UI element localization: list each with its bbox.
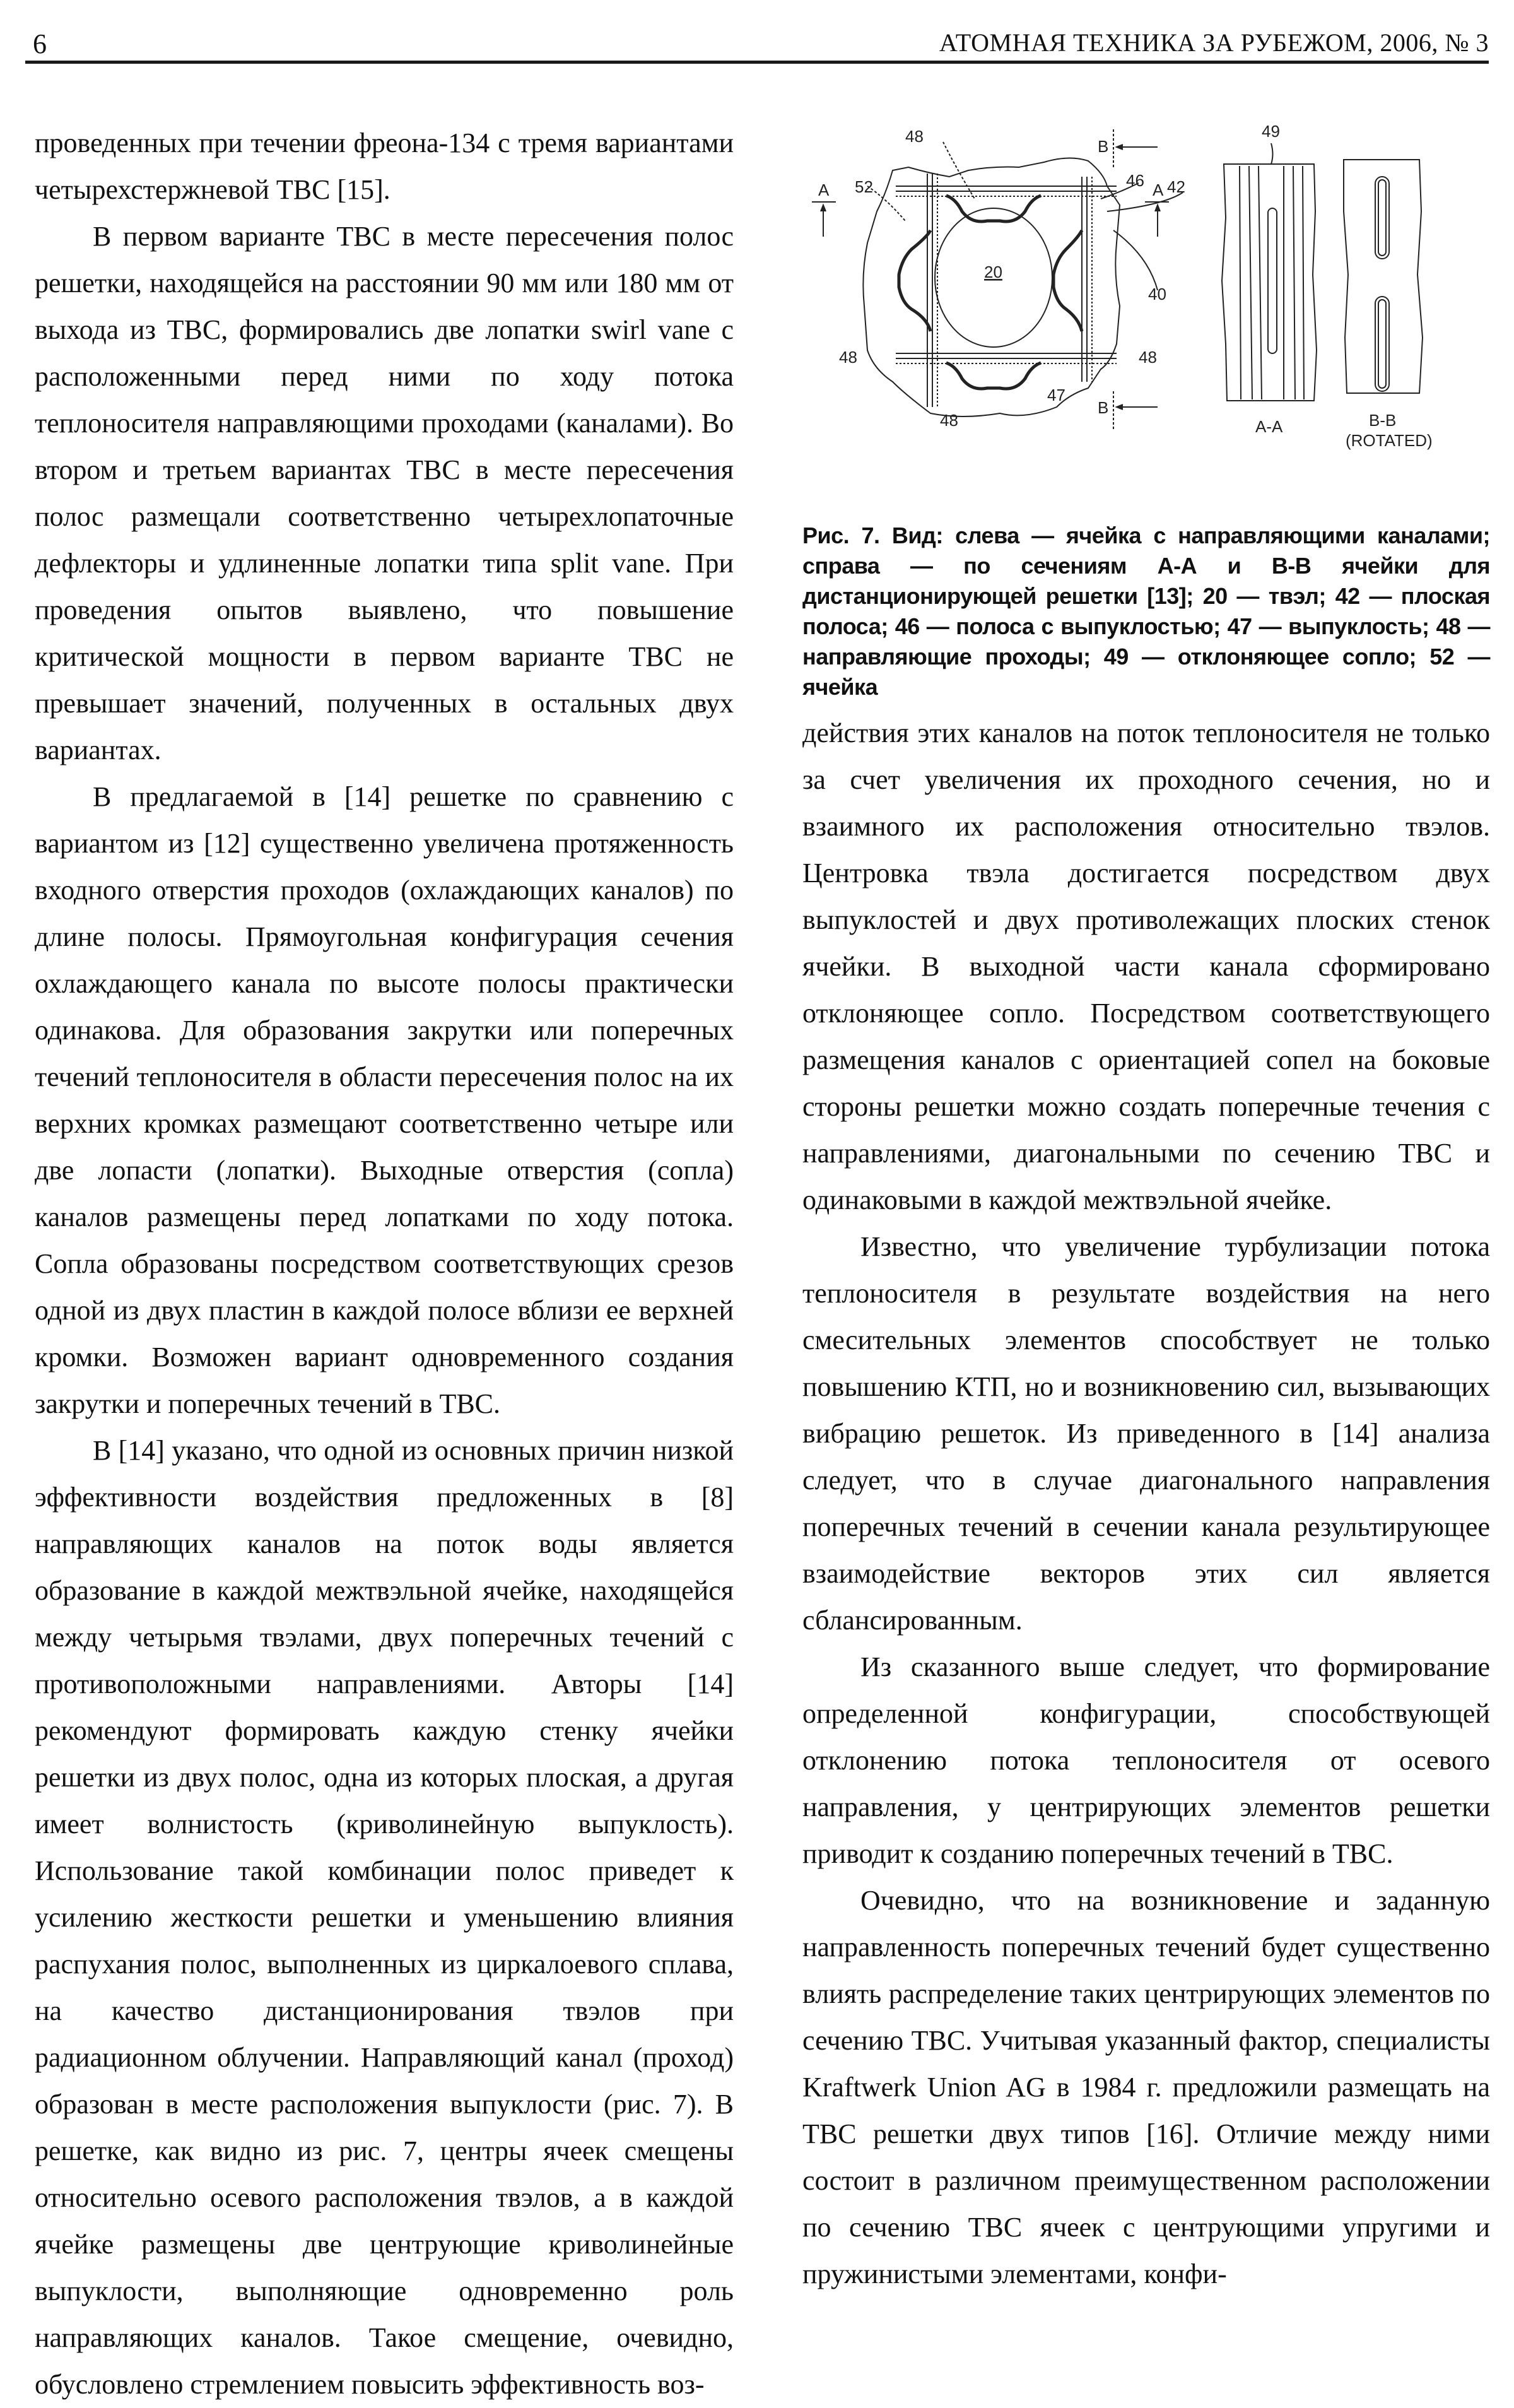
paragraph: В [14] указано, что одной из основных причин низкой эффективности воздействия предложенных в [8] направляющих каналов на поток воды является образование в каждой межтвэльной ячейке, находящейся между четырьмя твэлами, двух поперечных течений с противоположными направлениями. Авторы [14] рекомендуют формировать каждую стенку ячейки решетки из двух полос, одна из которых плоская, а другая имеет волнистость (криволинейную выпуклость). Использование такой комбинации полос приведет к усилению жесткости решетки и уменьшению влияния распухания полос, выполненных из циркалоевого сплава, на качество дистанционирования твэлов при радиационном облучении. Направляющий канал (проход) образован в месте расположения выпуклости (рис. 7). В решетке, как видно из рис. 7, центры ячеек смещены относительно осевого расположения твэлов, а в каждой ячейке размещены две центрующие криволинейные выпуклости, выполняющие одновременно роль направляющих каналов. Такое смещение, очевидно, обусловлено стремлением повысить эффективность воз- [35, 1435, 734, 2400]
label-48-top: 48 [905, 127, 924, 146]
label-section-b-top: B [1098, 137, 1109, 156]
label-42: 42 [1167, 177, 1185, 196]
label-52: 52 [855, 177, 873, 196]
label-20: 20 [984, 263, 1002, 281]
grid-cell-diagram [804, 117, 1492, 508]
label-40: 40 [1148, 285, 1166, 304]
label-47: 47 [1047, 386, 1065, 404]
label-49: 49 [1262, 122, 1280, 141]
header-rule [25, 61, 1489, 64]
label-46: 46 [1126, 171, 1144, 190]
paragraph: проведенных при течении фреона-134 с тремя вариантами четырехстержневой ТВС [15]. [35, 127, 734, 205]
page-header [33, 25, 1489, 63]
journal-title: АТОМНАЯ ТЕХНИКА ЗА РУБЕЖОМ, 2006, № 3 [939, 28, 1489, 57]
paragraph: действия этих каналов на поток теплоносителя не только за счет увеличения их проходного сечения, но и взаимного их расположения относительно твэлов. Центровка твэла достигается посредством двух выпуклостей и двух противолежащих плоских стенок ячейки. В выходной части канала сформировано отклоняющее сопло. Посредством соответствующего размещения каналов с ориентацией сопел на боковые стороны решетки можно создать поперечные течения с направлениями, диагональными по сечению ТВС и одинаковыми в каждой межтвэльной ячейке. [802, 717, 1490, 1215]
paragraph: В первом варианте ТВС в месте пересечения полос решетки, находящейся на расстоянии 90 мм или 180 мм от выхода из ТВС, формировались две лопатки swirl vane с расположенными перед ними по ходу потока теплоносителя направляющими проходами (каналами). Во втором и третьем вариантах ТВС в месте пересечения полос размещали соответственно четырехлопаточные дефлекторы и удлиненные лопатки типа split vane. При проведения опытов выявлено, что повышение критической мощности в первом варианте ТВС не превышает значений, полученных в остальных двух вариантах. [35, 221, 734, 765]
left-column [35, 120, 734, 2408]
label-rotated: (ROTATED) [1346, 431, 1433, 450]
page-number: 6 [33, 28, 47, 59]
label-48-right: 48 [1139, 348, 1157, 367]
figure-caption: Рис. 7. Вид: слева — ячейка с направляющими каналами; справа — по сечениям А-А и В-В ячейки для дистанционирующей решетки [13]; 20 — твэл; 42 — плоская полоса; 46 — полоса с выпуклостью; 47 — выпуклость; 48 — направляющие проходы; 49 — отклоняющее сопло; 52 — ячейка [802, 522, 1490, 700]
figure-7-diagram [804, 117, 1492, 508]
paragraph: Известно, что увеличение турбулизации потока теплоносителя в результате воздействия на него смесительных элементов способствует не только повышению КТП, но и возникновению сил, вызывающих вибрацию решеток. Из приведенного в [14] анализа следует, что в случае диагонального направления поперечных течений в сечении канала результирующее взаимодействие векторов этих сил является сблансированным. [802, 1231, 1490, 1636]
paragraph: Очевидно, что на возникновение и заданную направленность поперечных течений будет существенно влиять распределение таких центрирующих элементов по сечению ТВС. Учитывая указанный фактор, специалисты Kraftwerk Union AG в 1984 г. предложили размещать на ТВС решетки двух типов [16]. Отличие между ними состоит в различном преимущественном расположении по сечению ТВС ячеек с центрующими упругими и пружинистыми элементами, конфи- [802, 1885, 1490, 2289]
paragraph: Из сказанного выше следует, что формирование определенной конфигурации, способствующей отклонению потока теплоносителя от осевого направления, у центрирующих элементов решетки приводит к созданию поперечных течений в ТВС. [802, 1651, 1490, 1869]
label-48-left: 48 [839, 348, 857, 367]
label-section-a-right: A [1153, 180, 1164, 199]
label-section-b-bottom: B [1098, 398, 1109, 417]
paragraph: В предлагаемой в [14] решетке по сравнению с вариантом из [12] существенно увеличена протяженность входного отверстия проходов (охлаждающих каналов) по длине полосы. Прямоугольная конфигурация сечения охлаждающего канала по высоте полосы практически одинакова. Для образования закрутки или поперечных течений теплоносителя в области пересечения полос на их верхних кромках размещают соответственно четыре или две лопасти (лопатки). Выходные отверстия (сопла) каналов размещены перед лопатками по ходу потока. Сопла образованы посредством соответствующих срезов одной из двух пластин в каждой полосе вблизи ее верхней кромки. Возможен вариант одновременного создания закрутки и поперечных течений в ТВС. [35, 781, 734, 1419]
right-column [802, 710, 1490, 2298]
label-48-bottom: 48 [940, 411, 958, 430]
label-view-bb: B-B [1369, 411, 1397, 430]
label-section-a-left: A [818, 180, 830, 199]
label-view-aa: A-A [1255, 417, 1283, 436]
